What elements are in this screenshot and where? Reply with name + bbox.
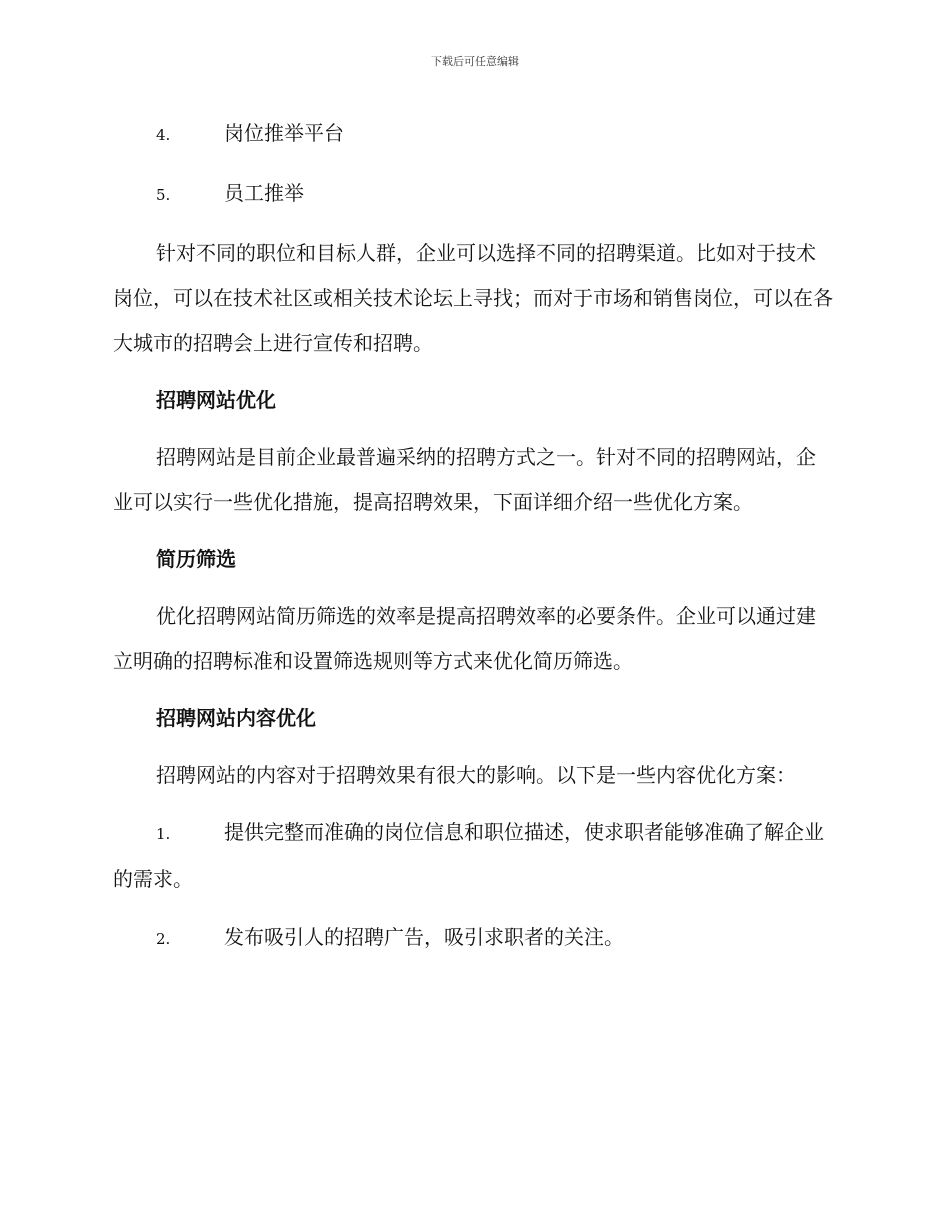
list-item-5: [113, 171, 833, 218]
list-text: 岗位推举平台: [224, 121, 344, 145]
paragraph-resume-screening: 优化招聘网站简历筛选的效率是提高招聘效率的必要条件。企业可以通过建立明确的招聘标准和设置筛选规则等方式来优化简历筛选。: [113, 604, 816, 673]
list-number: 4.: [156, 126, 171, 144]
page-header: 下载后可任意编辑: [431, 55, 519, 68]
list-item-4: [113, 111, 833, 158]
heading-website-optimization: 招聘网站优化: [156, 388, 276, 412]
document-body: [113, 111, 833, 975]
list-number: 5.: [156, 186, 171, 204]
heading-content-optimization: 招聘网站内容优化: [156, 706, 316, 730]
heading-resume-screening: 简历筛选: [156, 547, 236, 571]
list-item-2: [113, 915, 833, 962]
list-text: 员工推举: [224, 181, 304, 205]
paragraph-channels: 针对不同的职位和目标人群，企业可以选择不同的招聘渠道。比如对于技术岗位，可以在技术社区或相关技术论坛上寻找；而对于市场和销售岗位，可以在各大城市的招聘会上进行宣传和招聘。: [113, 241, 833, 355]
list-text: 发布吸引人的招聘广告，吸引求职者的关注。: [224, 925, 624, 949]
paragraph-content-intro: 招聘网站的内容对于招聘效果有很大的影响。以下是一些内容优化方案：: [156, 763, 796, 787]
list-text: 提供完整而准确的岗位信息和职位描述，使求职者能够准确了解企业的需求。: [113, 820, 824, 891]
paragraph-website-intro: 招聘网站是目前企业最普遍采纳的招聘方式之一。针对不同的招聘网站，企业可以实行一些优化措施，提高招聘效果，下面详细介绍一些优化方案。: [113, 445, 816, 514]
list-number: 2.: [156, 930, 171, 948]
list-number: 1.: [156, 825, 171, 843]
list-item-1: [113, 810, 833, 902]
